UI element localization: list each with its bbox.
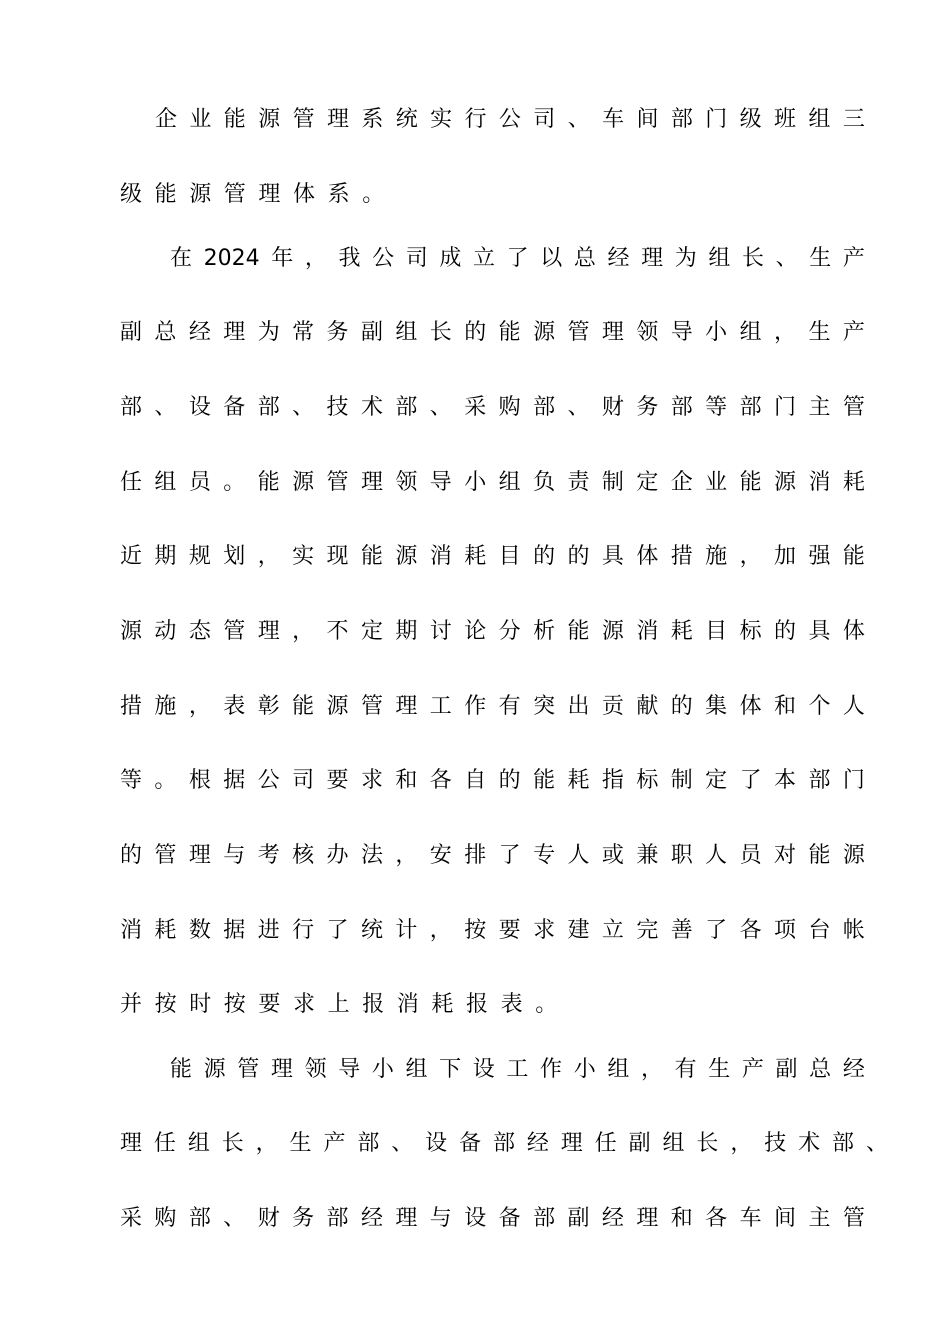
text-line: 消 耗 数 据 进 行 了 统 计 ， 按 要 求 建 立 完 善 了 各 项 台 帐 (120, 918, 865, 943)
text-line: 采 购 部 、 财 务 部 经 理 与 设 备 部 副 经 理 和 各 车 间 主 管 (120, 1206, 865, 1231)
text-line: 并按时按要求上报消耗报表。 (120, 992, 570, 1017)
text-line: 措 施 ， 表 彰 能 源 管 理 工 作 有 突 出 贡 献 的 集 体 和 个 人 (120, 694, 865, 719)
text-line: 源 动 态 管 理 ， 不 定 期 讨 论 分 析 能 源 消 耗 目 标 的 具 体 (120, 619, 865, 644)
text-line: 近 期 规 划 ， 实 现 能 源 消 耗 目 的 的 具 体 措 施 ， 加 强 能 (120, 544, 865, 569)
text-line: 级能源管理体系。 (120, 182, 397, 207)
text-line: 等 。 根 据 公 司 要 求 和 各 自 的 能 耗 指 标 制 定 了 本 部 门 (120, 768, 865, 793)
text-line: 企 业 能 源 管 理 系 统 实 行 公 司 、 车 间 部 门 级 班 组 三 (155, 107, 865, 132)
text-line: 部 、 设 备 部 、 技 术 部 、 采 购 部 、 财 务 部 等 部 门 主 管 (120, 395, 865, 420)
text-line: 的 管 理 与 考 核 办 法 ， 安 排 了 专 人 或 兼 职 人 员 对 能 源 (120, 843, 865, 868)
text-line: 能 源 管 理 领 导 小 组 下 设 工 作 小 组 ， 有 生 产 副 总 经 (170, 1057, 865, 1082)
text-line: 任 组 员 。 能 源 管 理 领 导 小 组 负 责 制 定 企 业 能 源 消 耗 (120, 470, 865, 495)
text-line: 副 总 经 理 为 常 务 副 组 长 的 能 源 管 理 领 导 小 组 ， 生 产 (120, 320, 865, 345)
text-line: 在 2024 年 ， 我 公 司 成 立 了 以 总 经 理 为 组 长 、 生 产 (170, 246, 865, 271)
text-line: 理 任 组 长 ， 生 产 部 、 设 备 部 经 理 任 副 组 长 ， 技 术 部 、 (120, 1131, 888, 1156)
